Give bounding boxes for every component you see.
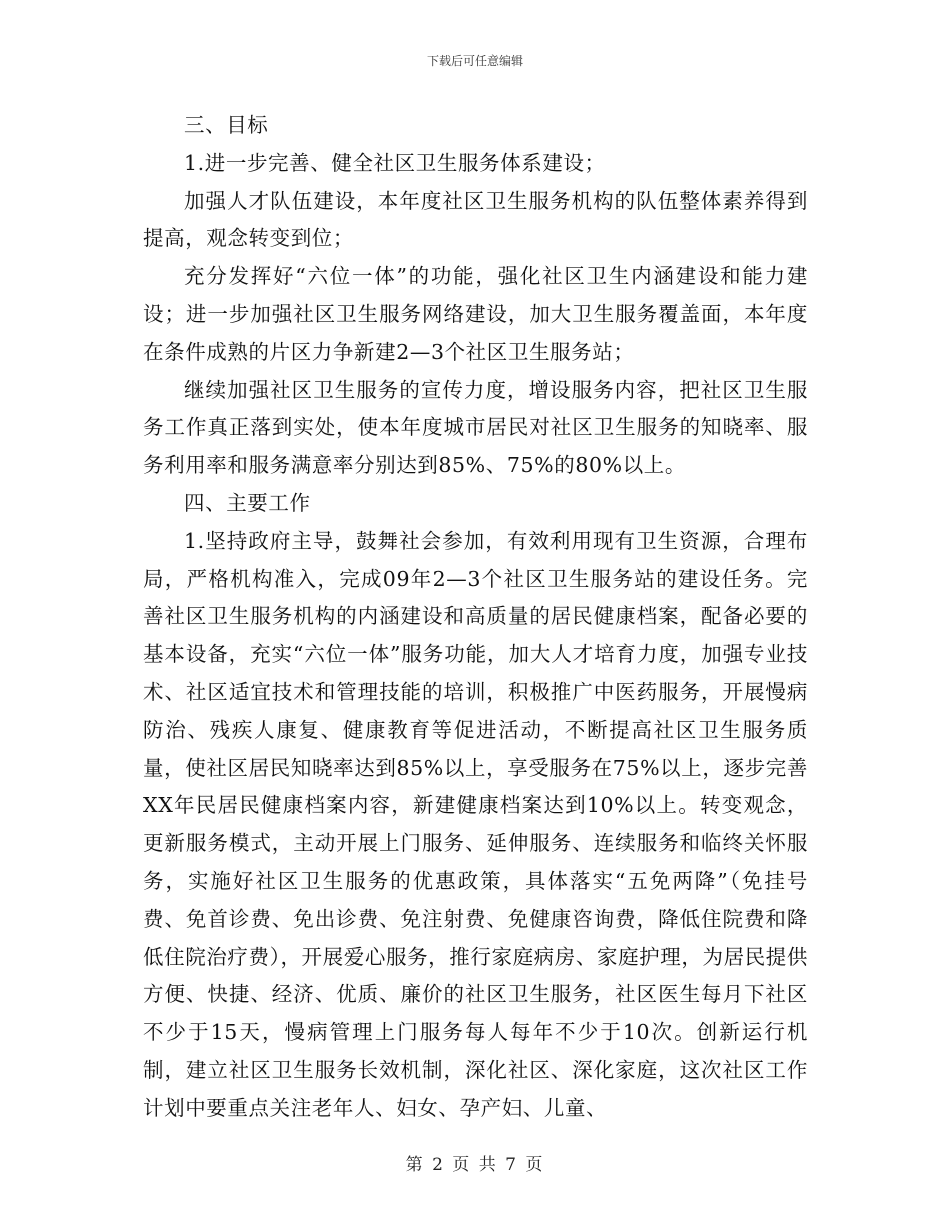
page-number: 第 2 页 共 7 页 — [405, 1155, 545, 1175]
paragraph: 继续加强社区卫生服务的宣传力度，增设服务内容，把社区卫生服务工作真正落到实处，使本年度城市居民对社区卫生服务的知晓率、服务利用率和服务满意率分别达到85%、75%的80%以上。 — [143, 377, 808, 478]
paragraph: 1.坚持政府主导，鼓舞社会参加，有效利用现有卫生资源，合理布局，严格机构准入，完成09年2—3个社区卫生服务站的建设任务。完善社区卫生服务机构的内涵建设和高质量的居民健康档案，配备必要的基本设备，充实“六位一体”服务功能，加大人才培育力度，加强专业技术、社区适宜技术和管理技能的培训，积极推广中医药服务，开展慢病防治、残疾人康复、健康教育等促进活动，不断提高社区卫生服务质量，使社区居民知晓率达到85%以上，享受服务在75%以上，逐步完善XX年民居民健康档案内容，新建健康档案达到10%以上。转变观念，更新服务模式，主动开展上门服务、延伸服务、连续服务和临终关怀服务，实施好社区卫生服务的优惠政策，具体落实“五免两降”（免挂号费、免首诊费、免出诊费、免注射费、免健康咨询费，降低住院费和降低住院治疗费），开展爱心服务，推行家庭病房、家庭护理，为居民提供方便、快捷、经济、优质、廉价的社区卫生服务，社区医生每月下社区不少于15天，慢病管理上门服务每人每年不少于10次。创新运行机制，建立社区卫生服务长效机制，深化社区、深化家庭，这次社区工作计划中要重点关注老年人、妇女、孕产妇、儿童、 — [143, 528, 808, 1120]
paragraph: 1.进一步完善、健全社区卫生服务体系建设； — [184, 150, 606, 175]
section-heading-main-work: 四、主要工作 — [184, 490, 311, 515]
document-body — [143, 107, 808, 1128]
header-note: 下载后可任意编辑 — [426, 54, 523, 68]
section-heading-goals: 三、目标 — [184, 113, 269, 137]
paragraph: 充分发挥好“六位一体”的功能，强化社区卫生内涵建设和能力建设；进一步加强社区卫生服务网络建设，加大卫生服务覆盖面，本年度在条件成熟的片区力争新建2—3个社区卫生服务站； — [143, 264, 808, 364]
paragraph: 加强人才队伍建设，本年度社区卫生服务机构的队伍整体素养得到提高，观念转变到位； — [143, 188, 808, 251]
